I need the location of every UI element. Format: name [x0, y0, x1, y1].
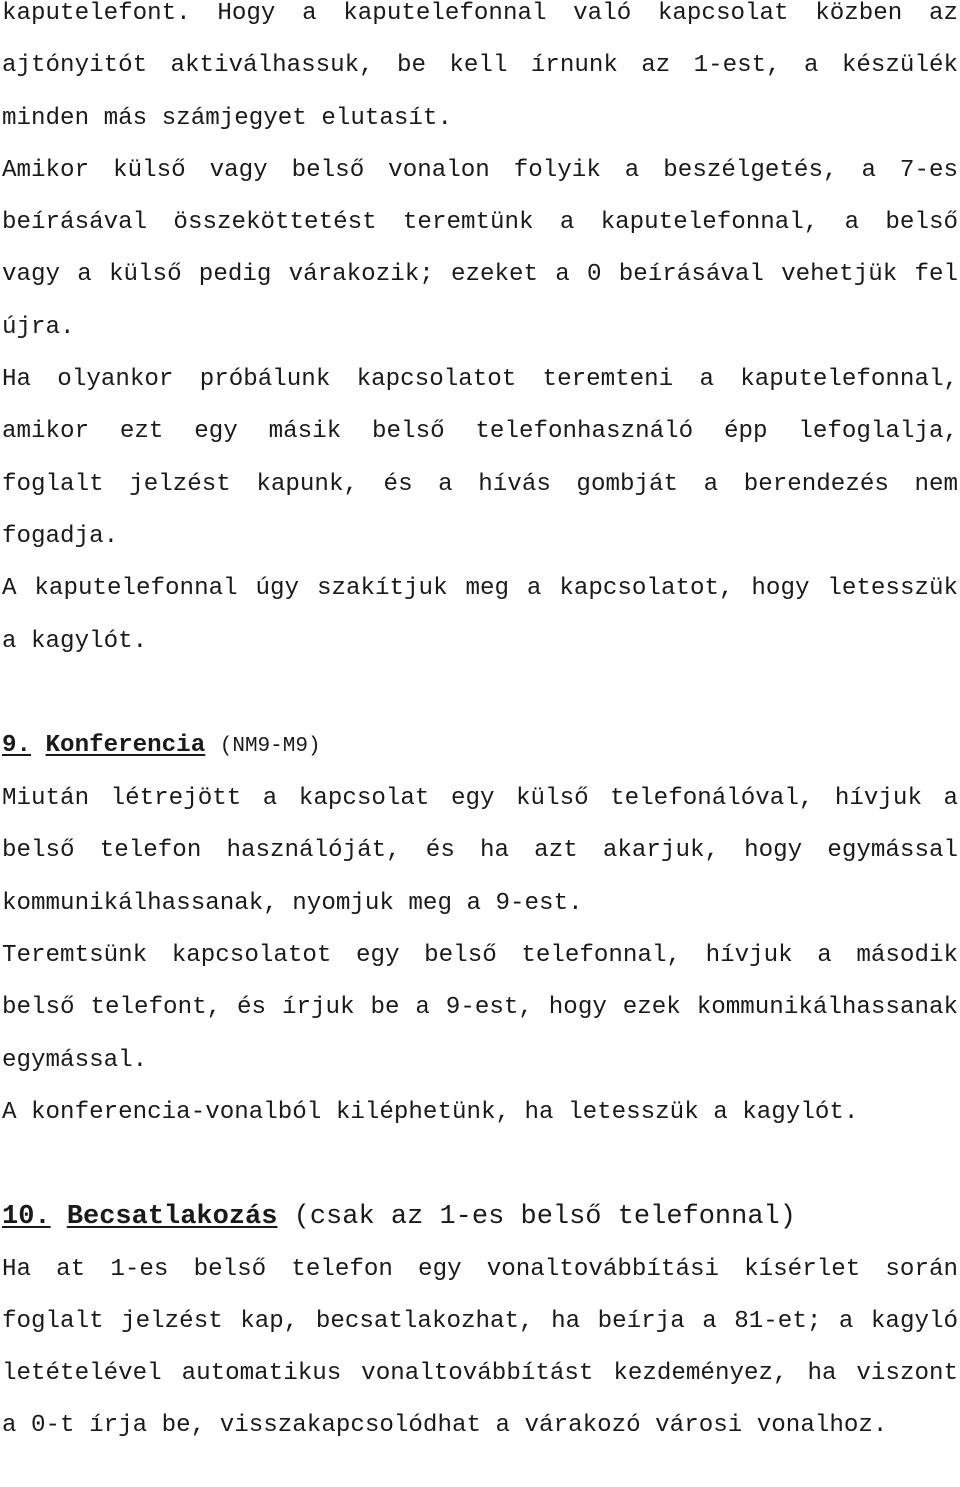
section-number: 10.	[2, 1202, 51, 1233]
section-heading-9	[2, 720, 958, 773]
paragraph: A konferencia-vonalból kiléphetünk, ha letesszük a kagylót.	[2, 1098, 859, 1126]
paragraph: Teremtsünk kapcsolatot egy belső telefonnal, hívjuk a második belső telefont, és írjuk be a 9-est, hogy ezek kommunikálhassanak egymással.	[2, 942, 958, 1074]
paragraph: Ha olyankor próbálunk kapcsolatot teremteni a kaputelefonnal, amikor ezt egy másik belső telefonhasználó épp lefoglalja, foglalt jelzést kapunk, és a hívás gombját a berendezés nem fogadja.	[2, 366, 958, 550]
section-subtitle: (NM9-M9)	[219, 734, 321, 758]
section-subtitle: (csak az 1-es belső telefonnal)	[293, 1202, 796, 1233]
section-heading-10	[2, 1191, 958, 1243]
document-page	[2, 0, 958, 1453]
paragraph: A kaputelefonnal úgy szakítjuk meg a kapcsolatot, hogy letesszük a kagylót.	[2, 575, 958, 655]
paragraph: kaputelefont. Hogy a kaputelefonnal való kapcsolat közben az ajtónyitót aktiválhassuk, be kell írnunk az 1-est, a készülék minden más számjegyet elutasít.	[2, 0, 958, 132]
section-number: 9.	[2, 731, 32, 759]
paragraph: Miután létrejött a kapcsolat egy külső telefonálóval, hívjuk a belső telefon használóját, és ha azt akarjuk, hogy egymással kommunikálhassanak, nyomjuk meg a 9-est.	[2, 785, 958, 917]
paragraph: Amikor külső vagy belső vonalon folyik a beszélgetés, a 7-es beírásával összeköttetést teremtünk a kaputelefonnal, a belső vagy a külső pedig várakozik; ezeket a 0 beírásával vehetjük fel újra.	[2, 156, 958, 341]
section-title: Becsatlakozás	[66, 1202, 278, 1233]
section-title: Konferencia	[45, 731, 206, 759]
paragraph: Ha at 1-es belső telefon egy vonaltovábbítási kísérlet során foglalt jelzést kap, becsatlakozhat, ha beírja a 81-et; a kagyló letételével automatikus vonaltovábbítást kezdeményez, ha viszont a 0-t írja be, visszakapcsolódhat a várakozó városi vonalhoz.	[2, 1255, 958, 1440]
